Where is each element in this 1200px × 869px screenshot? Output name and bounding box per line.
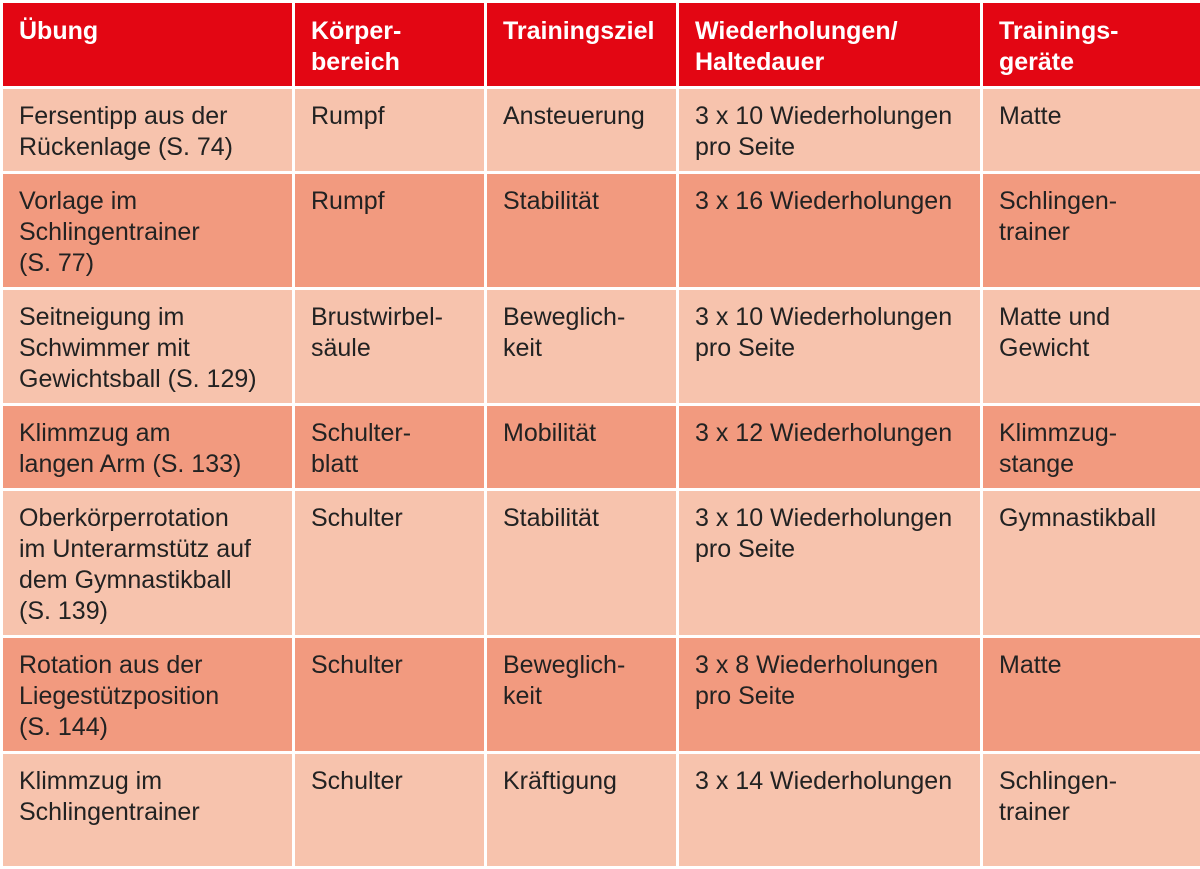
header-cell-repetitions: Wiederholungen/ Haltedauer bbox=[678, 2, 982, 88]
table-cell: Vorlage im Schlingentrainer (S. 77) bbox=[2, 173, 294, 289]
table-cell: Brustwirbel- säule bbox=[294, 289, 486, 405]
table-cell: Schulter bbox=[294, 753, 486, 868]
table-cell: Rumpf bbox=[294, 88, 486, 173]
table-cell: Klimmzug am langen Arm (S. 133) bbox=[2, 405, 294, 490]
table-cell: Klimmzug im Schlingentrainer bbox=[2, 753, 294, 868]
table-cell: Oberkörperrotation im Unterarmstütz auf dem Gymnastikball (S. 139) bbox=[2, 490, 294, 637]
table-cell: Beweglich- keit bbox=[486, 637, 678, 753]
table-cell: Gymnastikball bbox=[982, 490, 1200, 637]
table-cell: Beweglich- keit bbox=[486, 289, 678, 405]
table-cell: Fersentipp aus der Rückenlage (S. 74) bbox=[2, 88, 294, 173]
table-cell: Rumpf bbox=[294, 173, 486, 289]
table-cell: Matte bbox=[982, 88, 1200, 173]
table-cell: 3 x 12 Wiederholungen bbox=[678, 405, 982, 490]
table-cell: Schlingen- trainer bbox=[982, 753, 1200, 868]
header-cell-training-goal: Trainingsziel bbox=[486, 2, 678, 88]
header-row bbox=[2, 2, 1200, 88]
table-cell: Ansteuerung bbox=[486, 88, 678, 173]
table-cell: Schulter bbox=[294, 637, 486, 753]
table-row bbox=[2, 289, 1200, 405]
table-cell: Schlingen- trainer bbox=[982, 173, 1200, 289]
table-cell: Schulter bbox=[294, 490, 486, 637]
table-cell: 3 x 8 Wiederholungen pro Seite bbox=[678, 637, 982, 753]
table-cell: Rotation aus der Liegestützposition (S. 144) bbox=[2, 637, 294, 753]
table-cell: Matte bbox=[982, 637, 1200, 753]
table-row bbox=[2, 490, 1200, 637]
table-cell: Kräftigung bbox=[486, 753, 678, 868]
header-cell-equipment: Trainings- geräte bbox=[982, 2, 1200, 88]
table-cell: Stabilität bbox=[486, 173, 678, 289]
table-cell: Schulter- blatt bbox=[294, 405, 486, 490]
table-cell: Mobilität bbox=[486, 405, 678, 490]
table-cell: 3 x 10 Wiederholungen pro Seite bbox=[678, 289, 982, 405]
table-row bbox=[2, 753, 1200, 868]
table-row bbox=[2, 88, 1200, 173]
table-cell: 3 x 14 Wiederholungen bbox=[678, 753, 982, 868]
table-cell: 3 x 10 Wiederholungen pro Seite bbox=[678, 490, 982, 637]
table-cell: Seitneigung im Schwimmer mit Gewichtsball (S. 129) bbox=[2, 289, 294, 405]
header-cell-body-area: Körper- bereich bbox=[294, 2, 486, 88]
table-cell: Klimmzug- stange bbox=[982, 405, 1200, 490]
table-cell: 3 x 10 Wiederholungen pro Seite bbox=[678, 88, 982, 173]
table-cell: Stabilität bbox=[486, 490, 678, 637]
table-cell: 3 x 16 Wiederholungen bbox=[678, 173, 982, 289]
table-row bbox=[2, 405, 1200, 490]
table-row bbox=[2, 173, 1200, 289]
table-cell: Matte und Gewicht bbox=[982, 289, 1200, 405]
table-row bbox=[2, 637, 1200, 753]
header-cell-exercise: Übung bbox=[2, 2, 294, 88]
